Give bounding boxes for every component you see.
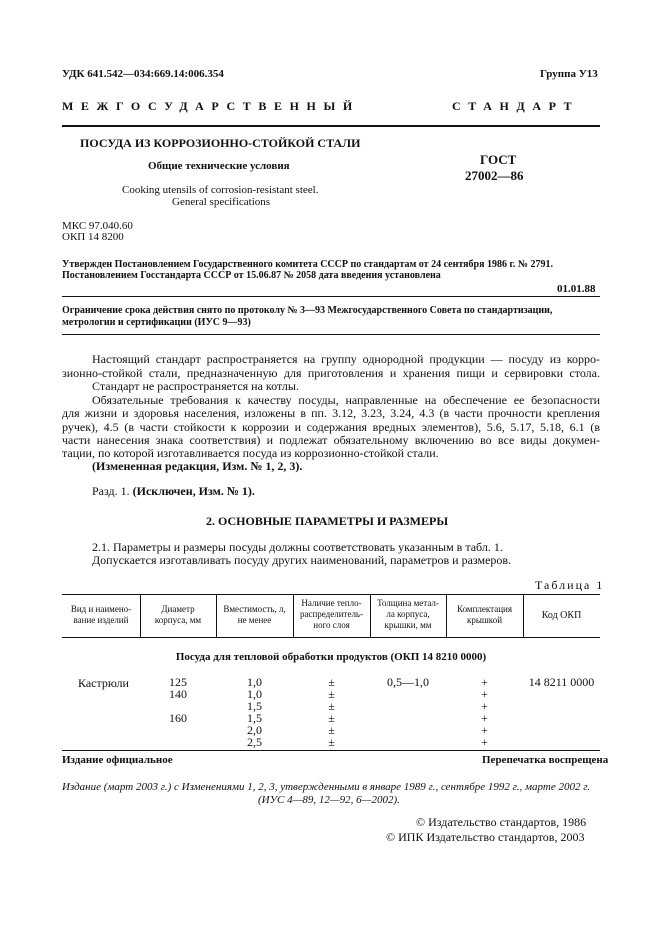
header-lid: [446, 604, 523, 626]
header-thickness: [370, 598, 446, 631]
header-line: Диаметр: [161, 604, 195, 614]
thickness-column: [370, 676, 446, 688]
okp-code: ОКП 14 8200: [62, 231, 124, 243]
header-product-name: [62, 604, 140, 626]
header-line: вание изделий: [73, 615, 129, 625]
table-header-rule: [62, 637, 600, 638]
copyright-2003: © ИПК Издательство стандартов, 2003: [386, 830, 585, 844]
udk-code: УДК 641.542—034:669.14:006.354: [62, 68, 224, 80]
table-cell: ±: [328, 711, 335, 725]
group-code: Группа У13: [540, 68, 598, 80]
edition-note-line-2: (ИУС 4—89, 12—92, 6—2002).: [258, 794, 400, 806]
header-diameter: [140, 604, 216, 626]
approval-line-1: Утвержден Постановлением Государственного комитета СССР по стандартам от 24 сентября 1986 г. № 2791.: [62, 259, 553, 270]
restriction-rule: [62, 334, 600, 335]
section-1-note: [92, 484, 255, 499]
table-cell: 1,5: [247, 699, 262, 713]
header-rule: [62, 125, 600, 127]
capacity-column: [216, 676, 293, 748]
approval-rule: [62, 296, 600, 297]
header-line: корпуса, мм: [154, 615, 202, 625]
table-cell: 2,0: [247, 723, 262, 737]
section-1-prefix: Разд. 1.: [92, 484, 130, 498]
edition-note-line-1: Издание (март 2003 г.) с Изменениями 1, 2, 3, утвержденными в январе 1989 г., сентябре 1992 г., марте 2002 г.: [62, 781, 591, 793]
table-cell: 14 8211 0000: [528, 675, 595, 689]
banner-interstate: МЕЖГОСУДАРСТВЕННЫЙ: [62, 99, 360, 113]
intro-paragraph-line-1: Настоящий стандарт распространяется на группу однородной продукции — посуду из корро-: [92, 352, 600, 366]
header-line: крышки, мм: [384, 620, 432, 630]
header-line: ла корпуса,: [386, 609, 430, 619]
standard-title-ru: ПОСУДА ИЗ КОРРОЗИОННО-СТОЙКОЙ СТАЛИ: [80, 136, 361, 150]
footer-rule: [62, 750, 600, 751]
header-line: ного слоя: [313, 620, 350, 630]
table-cell: +: [481, 711, 488, 725]
lid-column: [446, 676, 523, 748]
banner-standard: СТАНДАРТ: [452, 99, 580, 113]
standard-title-en-1: Cooking utensils of corrosion-resistant steel.: [122, 184, 319, 196]
clause-2-1-line-1: 2.1. Параметры и размеры посуды должны соответствовать указанным в табл. 1.: [92, 540, 503, 554]
header-capacity: [216, 604, 293, 626]
table-cell: ±: [328, 687, 335, 701]
table-cell: 1,5: [247, 711, 262, 725]
table-cell: ±: [328, 735, 335, 749]
table-cell: ±: [328, 675, 335, 689]
header-okp-code: [523, 610, 600, 621]
clause-2-1-line-2: Допускается изготавливать посуду других наименований, параметров и размеров.: [92, 553, 512, 567]
header-line: Комплектация: [457, 604, 512, 614]
table-cell: ±: [328, 723, 335, 737]
intro-paragraph-line-2: зионно-стойкой стали, предназначенную для приготовления и хранения пищи и сервировки стола.: [62, 366, 600, 380]
table-cell: 1,0: [247, 675, 262, 689]
copyright-1986: © Издательство стандартов, 1986: [416, 815, 587, 829]
table-cell: 125: [169, 675, 187, 689]
gost-number: 27002—86: [465, 168, 524, 183]
restriction-line-1: Ограничение срока действия снято по протоколу № 3—93 Межгосударственного Совета по стандартизации,: [62, 305, 553, 316]
header-line: Наличие тепло-: [301, 598, 362, 608]
header-line: Толщина метал-: [377, 598, 439, 608]
header-line: не менее: [237, 615, 272, 625]
table-group-title: Посуда для тепловой обработки продуктов (ОКП 14 8210 0000): [175, 651, 487, 663]
product-name: Кастрюли: [78, 676, 129, 690]
mks-code: МКС 97.040.60: [62, 220, 133, 232]
header-line: крышкой: [466, 615, 503, 625]
table-top-rule: [62, 594, 600, 595]
header-line: Вид и наимено-: [70, 604, 132, 614]
reprint-prohibited: Перепечатка воспрещена: [482, 754, 609, 766]
boilers-exclusion: Стандарт не распространяется на котлы.: [92, 379, 299, 393]
official-edition: Издание официальное: [62, 754, 173, 766]
amendment-note: (Измененная редакция, Изм. № 1, 2, 3).: [92, 459, 303, 473]
restriction-line-2: метрологии и сертификации (ИУС 9—93): [62, 317, 251, 328]
table-cell: +: [481, 723, 488, 737]
requirements-line-4: части нанесения знака соответствия) и подлежат обязательному включению во все виды докумен-: [62, 433, 600, 447]
table-cell: 0,5—1,0: [387, 675, 429, 689]
okp-code-column: [523, 676, 600, 688]
table-cell: [140, 724, 216, 736]
requirements-line-3: ручек), 4.5 (в части стойкости к коррозии и содержания вредных элементов), 5.6, 5.17, 5.18, 6.1 (в: [62, 420, 600, 434]
table-cell: 2,5: [247, 735, 262, 749]
section-2-heading: 2. ОСНОВНЫЕ ПАРАМЕТРЫ И РАЗМЕРЫ: [206, 514, 449, 528]
header-line: распределитель-: [299, 609, 364, 619]
section-1-excluded: (Исключен, Изм. № 1).: [132, 484, 255, 498]
table-cell: +: [481, 699, 488, 713]
table-cell: 160: [169, 711, 187, 725]
table-cell: +: [481, 675, 488, 689]
diameter-column: [140, 676, 216, 748]
table-caption: Таблица 1: [535, 578, 605, 592]
table-cell: 140: [169, 687, 187, 701]
requirements-line-1: Обязательные требования к качеству посуды, направленные на обеспечение ее безопасности: [92, 393, 600, 407]
gost-label: ГОСТ: [480, 152, 517, 167]
requirements-line-5: тации, по которой изготавливается посуда из коррозионно-стойкой стали.: [62, 446, 439, 460]
table-cell: [140, 736, 216, 748]
table-cell: 1,0: [247, 687, 262, 701]
header-heat-layer: [293, 598, 370, 631]
table-cell: +: [481, 687, 488, 701]
standard-title-en-2: General specifications: [172, 196, 271, 208]
standard-subtitle-ru: Общие технические условия: [148, 160, 290, 172]
header-line: Вместимость, л,: [223, 604, 286, 614]
table-cell: ±: [328, 699, 335, 713]
heat-layer-column: [293, 676, 370, 748]
table-cell: +: [481, 735, 488, 749]
approval-line-2: Постановлением Госстандарта СССР от 15.06.87 № 2058 дата введения установлена: [62, 270, 441, 281]
header-line: Код ОКП: [541, 610, 582, 621]
requirements-line-2: для жизни и здоровья населения, изложены в пп. 3.12, 3.23, 3.24, 4.3 (в части прочности крепления: [62, 406, 600, 420]
introduction-date: 01.01.88: [557, 283, 596, 295]
